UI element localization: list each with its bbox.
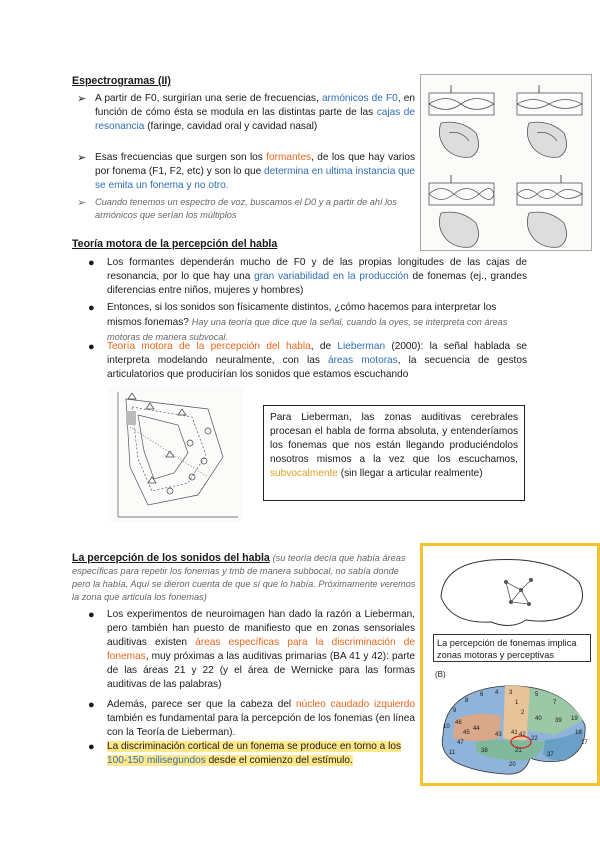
text-segment: Lieberman [337,341,386,352]
ba-label: 11 [449,750,456,756]
ba-label: 19 [571,716,578,722]
text-segment: áreas específicas para la discriminación de fonemas [107,637,416,662]
brain-outline-sketch [431,552,591,632]
ba-label: 2 [521,710,525,716]
text-segment: Entonces, si los sonidos son físicamente distintos, ¿cómo hacemos para interpretar los mismos fonemas? [107,302,497,328]
brain-caption: La percepción de fonemas implica zonas motoras y perceptivas [433,634,591,662]
text-segment: determina en ultima instancia que se emita un fonema y no otro. [95,166,415,191]
text-segment: La discriminación cortical de un fonema se produce en torno a los [107,741,402,752]
ba-label: 44 [473,726,480,732]
text-segment: , muy próximas a las auditivas primarias (BA 41 y 42): parte de las áreas 21 y 22 (y el área de Wernicke para las formas auditivas de las palabras) [107,651,415,690]
bullet-dot-icon: ● [88,257,95,269]
espectro-bullet-1 [95,92,415,134]
ba-label: 40 [535,716,542,722]
ba-label: 6 [480,692,484,698]
ba-label: 38 [481,748,488,754]
ba-label: 21 [515,748,522,754]
ba-label: 9 [453,708,457,714]
text-segment: 100-150 milisegundos [107,755,206,766]
section-title-percepcion: La percepción de los sonidos del habla [72,552,270,564]
text-segment: cajas de resonancia [95,107,415,132]
text-segment: desde el comienzo del estímulo. [205,755,353,766]
text-segment: , en función de cómo ésta se modula en las distintas parte de las [95,93,415,118]
section-3-intro [72,552,417,604]
ba-label: 42 [519,732,526,738]
text-segment: núcleo caudado izquierdo [295,699,415,710]
ba-label: 47 [457,740,464,746]
teoria-bullet-3 [107,340,527,382]
arrow-bullet-icon: ➢ [77,93,87,105]
text-segment: Cuando tenemos un espectro de voz, buscamos el D0 y a partir de ahí los armónicos que serían los múltiplos [95,197,397,220]
bullet-dot-icon: ● [88,699,95,711]
text-segment: , de [310,341,338,352]
text-segment: Hay una teoría que dice que la señal, cuando la oyes, se interpreta con áreas motoras de manera subvocal. [107,317,508,342]
formant-vowel-chart-figure [108,387,243,522]
text-segment: también es fundamental para la percepción de los fonemas (en línea con la Teoría de Lieberman). [107,713,415,738]
ba-label: 4 [495,690,499,696]
bullet-dot-icon: ● [88,609,95,621]
ba-label: 3 [509,690,513,696]
text-segment: Además, parece ser que la cabeza del [107,699,296,710]
text-segment: (faringe, cavidad oral y cavidad nasal) [144,121,318,132]
ba-label: 17 [581,740,588,746]
text-segment: armónicos de F0 [321,93,398,104]
ba-label: 7 [553,700,557,706]
text-segment: Los formantes dependerán mucho de F0 y de las propias longitudes de las cajas de resonancia, por lo que hay una [107,257,527,282]
brodmann-brain-map [435,680,591,782]
text-segment: áreas motoras [327,355,398,366]
text-segment: de fonemas (ej., grandes diferencias entre niños, mujeres y hombres) [107,271,527,296]
espectro-bullet-2 [95,151,415,193]
ba-label: 18 [575,730,582,736]
bullet-dot-icon: ● [88,341,95,353]
vocal-tract-figure [420,74,592,251]
ba-label: 41 [511,730,518,736]
brain-panel-label: (B) [435,670,446,679]
ba-label: 22 [531,736,538,742]
ba-label: 8 [465,698,469,704]
bullet-dot-icon: ● [88,741,95,753]
section-3-note: (su teoría decía que había áreas específicas para repetir los fonemas y tmb de manera subbocal, no sabía donde pero la había. Aquí se dieron cuenta de que sí que lo había. Próximamente veremos la zona que articula los fonemas) [72,553,416,602]
text-segment: , de los que hay varios por fonema (F1, F2, etc) y son lo que [95,152,416,177]
text-segment: Esas frecuencias que surgen son los [95,152,267,163]
text-segment: Los experimentos de neuroimagen han dado la razón a Lieberman, pero también han puesto de manifiesto que en zonas sensoriales auditivas existen [107,609,415,648]
ba-label: 10 [443,724,450,730]
espectro-bullet-3 [95,196,415,222]
text-segment: subvocalmente [270,468,338,479]
text-segment: Teoría motora de la percepción del habla [107,341,311,352]
text-segment: formantes [266,152,312,163]
teoria-bullet-1 [107,256,527,298]
percepcion-bullet-1 [107,608,415,692]
ba-label: 43 [495,732,502,738]
ba-label: 39 [555,718,562,724]
arrow-bullet-icon: ➢ [77,152,87,164]
percepcion-bullet-3 [107,740,415,768]
brain-figure-panel [420,543,600,786]
text-segment: A partir de F0, surgirían una serie de frecuencias, [95,93,322,104]
text-segment: gran variabilidad en la producción [254,271,409,282]
lieberman-callout-box [263,405,525,501]
text-segment: Para Lieberman, las zonas auditivas cerebrales procesan el habla de forma absoluta, y entenderíamos los fonemas que nos están llegando produciéndolos nosotros mismos a la vez que los escuchamos, [270,412,518,465]
section-title-espectrogramas: Espectrogramas (II) [72,75,171,87]
arrow-bullet-icon: ➢ [77,197,87,209]
ba-label: 37 [547,752,554,758]
percepcion-bullet-2 [107,698,415,740]
section-title-teoria-motora: Teoría motora de la percepción del habla [72,238,278,250]
text-segment: , la secuencia de gestos articulatorios que producirían los sonidos que estamos escuchando [107,355,528,380]
bullet-dot-icon: ● [88,302,95,314]
ba-label: 5 [535,692,539,698]
ba-label: 1 [515,700,519,706]
ba-label: 20 [509,762,516,768]
text-segment: (2000): la señal hablada se interpreta modelando neuralmente, con las [107,341,527,366]
teoria-bullet-2 [107,301,527,345]
ba-label: 45 [463,730,470,736]
ba-label: 46 [455,720,462,726]
text-segment: (sin llegar a articular realmente) [337,468,483,479]
